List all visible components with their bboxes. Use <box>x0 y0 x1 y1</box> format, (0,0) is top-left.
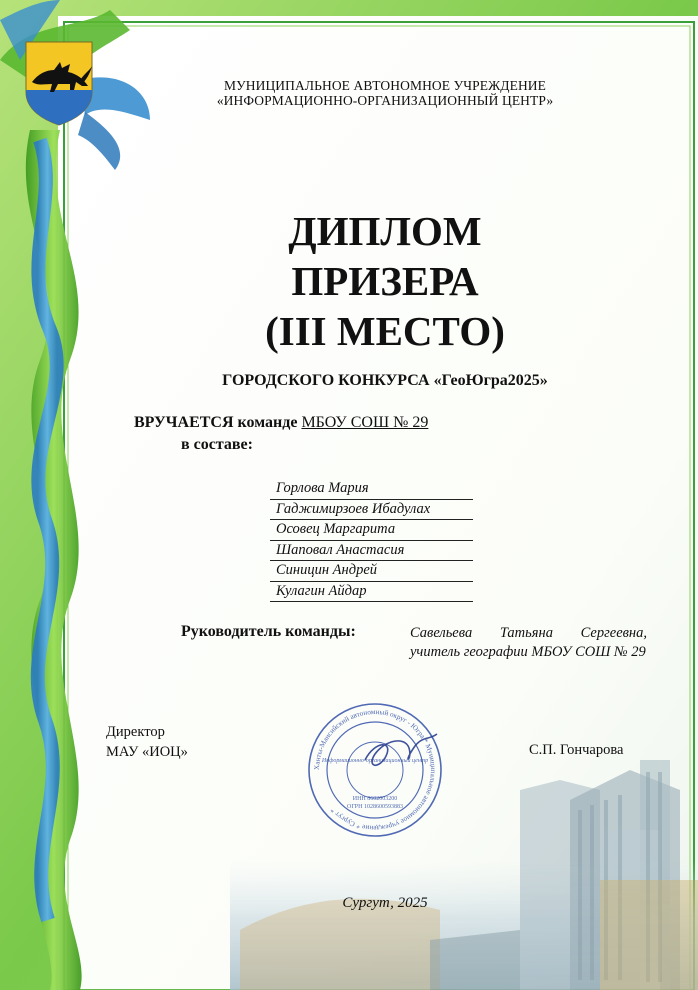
director-block <box>106 722 188 762</box>
award-team-word: команде <box>233 414 302 431</box>
director-name: С.П. Гончарова <box>529 742 624 758</box>
title-prizer: ПРИЗЕРА <box>291 258 479 304</box>
institution-line-2: «ИНФОРМАЦИОННО-ОРГАНИЗАЦИОННЫЙ ЦЕНТР» <box>216 93 554 108</box>
list-item: Гаджимирзоев Ибадулах <box>270 500 473 521</box>
list-item: Шаповал Анастасия <box>270 541 473 562</box>
place-year: Сургут, 2025 <box>342 895 428 911</box>
stamp-inn: ИНН 8602003200 <box>352 796 398 802</box>
members-list <box>270 479 473 602</box>
svg-text:Ханты-Мансийский автономный ок <box>313 708 437 832</box>
list-item: Кулагин Айдар <box>270 582 473 603</box>
director-org: МАУ «ИОЦ» <box>106 744 188 760</box>
stamp-center-text: Информационно-организационный центр <box>321 758 429 764</box>
director-title: Директор <box>106 724 165 740</box>
award-prefix: ВРУЧАЕТСЯ <box>134 414 234 431</box>
city-emblem-icon <box>24 40 94 126</box>
list-item: Синицин Андрей <box>270 561 473 582</box>
institution-line-1: МУНИЦИПАЛЬНОЕ АВТОНОМНОЕ УЧРЕЖДЕНИЕ <box>224 78 546 93</box>
leader-label: Руководитель команды: <box>181 623 356 640</box>
award-line <box>134 414 428 432</box>
official-stamp-icon <box>305 700 445 840</box>
stamp-ogrn: ОГРН 1028600593883 <box>347 804 403 810</box>
list-item: Осовец Маргарита <box>270 520 473 541</box>
leader-text: Савельева Татьяна Сергеевна, учитель географии МБОУ СОШ № 29 <box>410 625 647 660</box>
title-diploma: ДИПЛОМ <box>288 208 482 254</box>
award-team: МБОУ СОШ № 29 <box>301 414 429 431</box>
contest-name: ГОРОДСКОГО КОНКУРСА «ГеоЮгра2025» <box>222 372 548 389</box>
institution-header <box>120 78 650 108</box>
title-place: (III МЕСТО) <box>265 308 505 354</box>
stamp-ring-text: Ханты-Мансийский автономный округ - Югра * Муниципальное автономное учреждение * Сургут * <box>312 707 438 833</box>
composition-label: в составе: <box>181 436 253 453</box>
list-item: Горлова Мария <box>270 479 473 500</box>
